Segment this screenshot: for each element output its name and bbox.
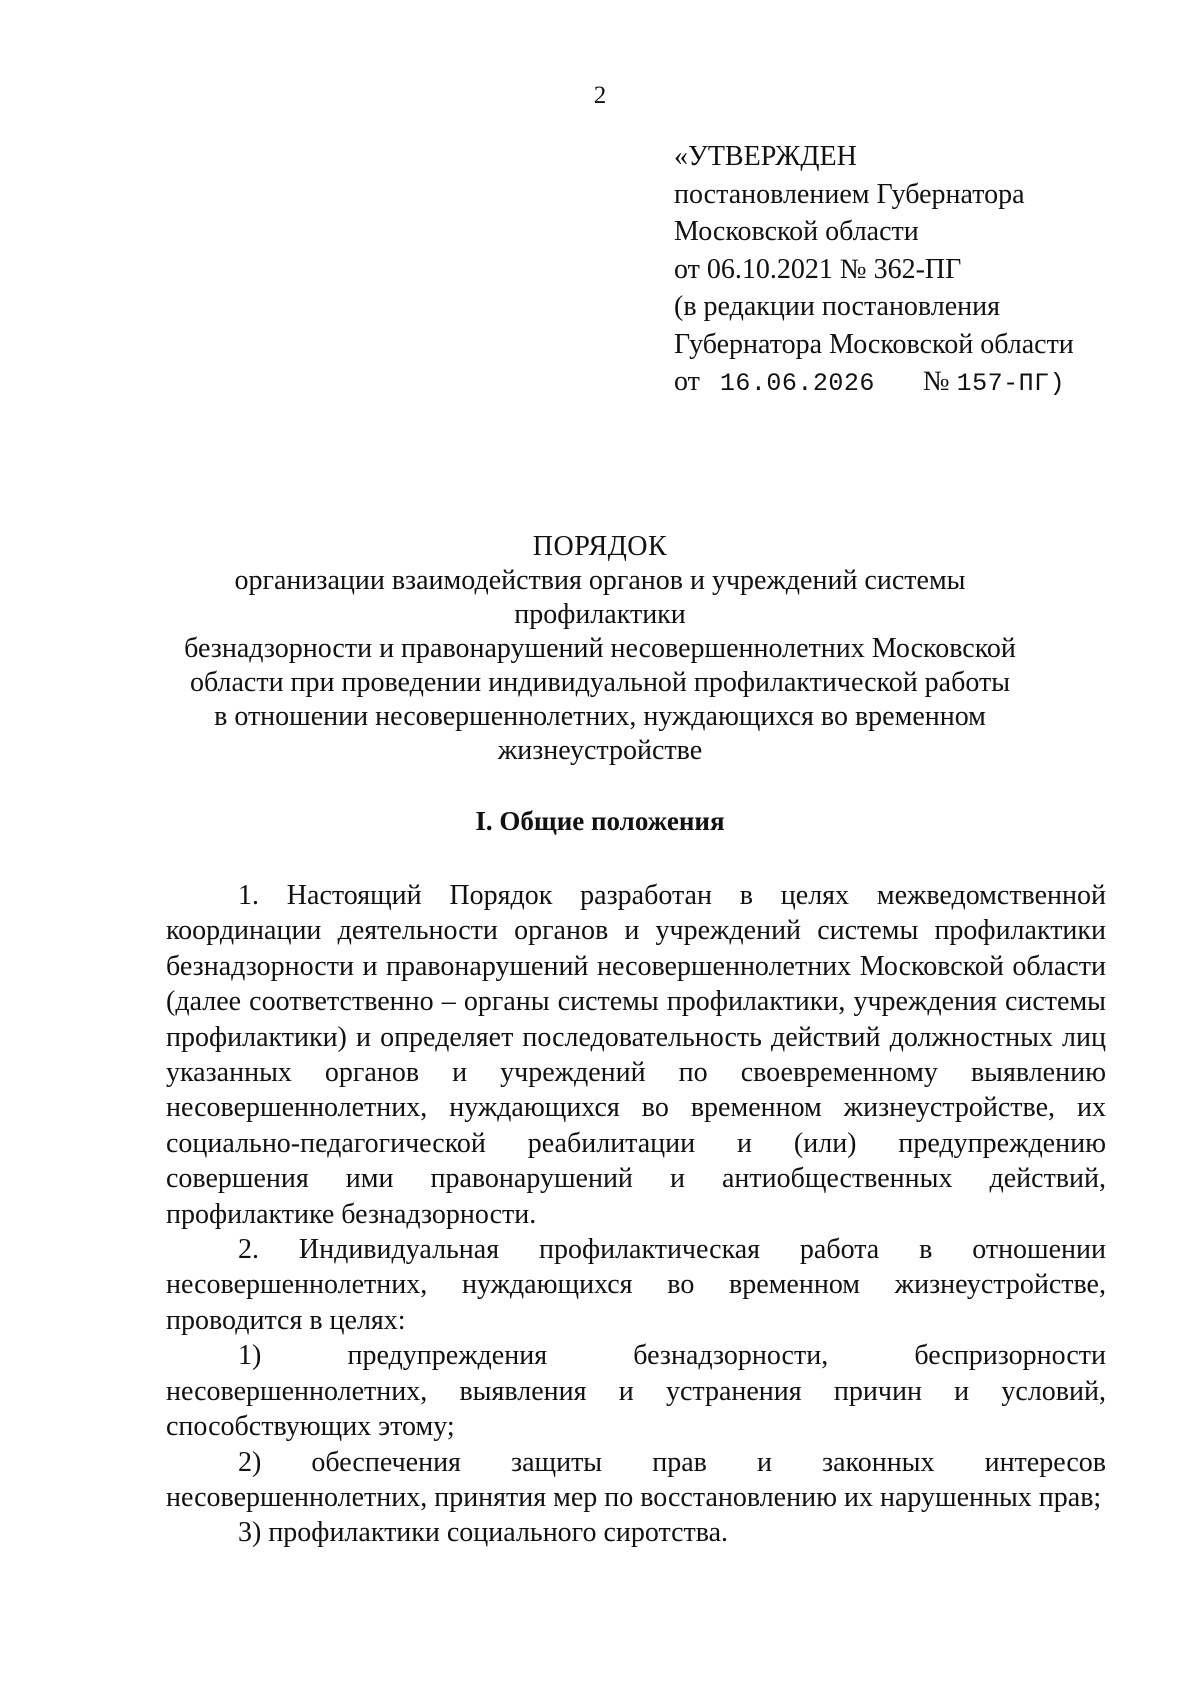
body-text (166, 878, 1106, 1551)
approval-line-governor: Губернатора Московской области (674, 328, 1074, 360)
document-title-line: в отношении несовершеннолетних, нуждающихся во временном (214, 701, 986, 732)
document-title (150, 530, 1050, 768)
section-heading: I. Общие положения (475, 806, 725, 836)
amendment-number-label: № (922, 366, 950, 397)
approval-line-amendment (674, 363, 1074, 403)
paragraph-1: 1. Настоящий Порядок разработан в целях межведомственной координации деятельности органов и учреждений системы профилактики безнадзорности и правонарушений несовершеннолетних Московской области (далее соответственно – органы системы профилактики, учреждения системы профилактики) и определяет последовательность действий должностных лиц указанных органов и учреждений по своевременному выявлению несовершеннолетних, нуждающихся во временном жизнеустройстве, их социально-педагогической реабилитации и (или) предупреждению совершения ими правонарушений и антиобщественных действий, профилактике безнадзорности. (166, 880, 1106, 1230)
approval-line-approved: «УТВЕРЖДЕН (674, 141, 857, 172)
amendment-date: 16.06.2026 (719, 369, 875, 398)
document-title-main: ПОРЯДОК (532, 531, 668, 562)
document-title-line: области при проведении индивидуальной профилактической работы (189, 667, 1011, 698)
amendment-prefix: от (674, 366, 700, 397)
approval-line-region: Московской области (674, 216, 919, 247)
approval-stamp-block (674, 138, 1074, 403)
approval-line-resolution: постановлением Губернатора (674, 178, 1025, 210)
list-item-3: 3) профилактики социального сиротства. (238, 1517, 729, 1549)
paragraph-2: 2. Индивидуальная профилактическая работа в отношении несовершеннолетних, нуждающихся во временном жизнеустройстве, проводится в целях: (166, 1234, 1106, 1336)
document-title-line: организации взаимодействия органов и учреждений системы профилактики (234, 565, 966, 630)
document-title-line: жизнеустройстве (497, 735, 703, 766)
amendment-number: 157-ПГ) (956, 369, 1066, 398)
document-title-line: безнадзорности и правонарушений несовершеннолетних Московской (184, 633, 1016, 664)
page-number: 2 (593, 82, 607, 109)
approval-line-edition: (в редакции постановления (674, 291, 1001, 322)
list-item-1: 1) предупреждения безнадзорности, беспризорности несовершеннолетних, выявления и устранения причин и условий, способствующих этому; (166, 1340, 1106, 1443)
list-item-2: 2) обеспечения защиты прав и законных интересов несовершеннолетних, принятия мер по восстановлению их нарушенных прав; (166, 1446, 1106, 1513)
approval-line-original-date: от 06.10.2021 № 362-ПГ (674, 253, 962, 285)
